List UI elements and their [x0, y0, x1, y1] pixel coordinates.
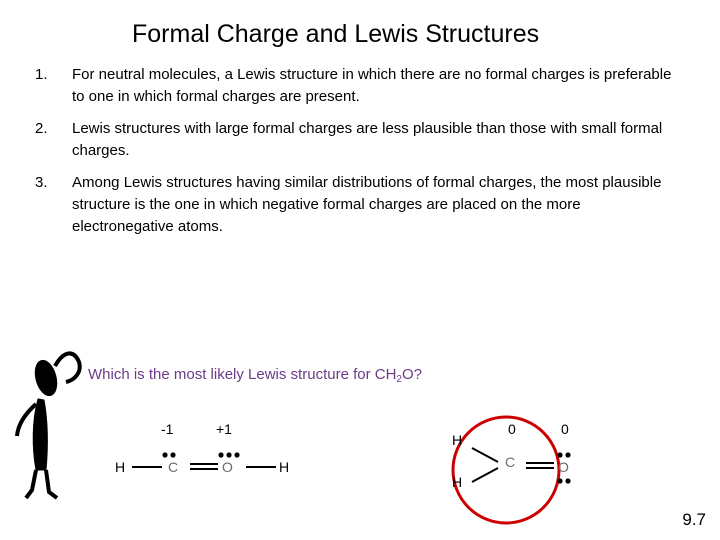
rule-text: Lewis structures with large formal charges are less plausible than those with small formal charges.	[72, 120, 663, 159]
rule-number: 3.	[35, 174, 48, 191]
atom-o-a: O	[222, 459, 233, 475]
question-text: Which is the most likely Lewis structure for $CH_2O$?	[88, 366, 422, 385]
rule-text: Among Lewis structures having similar distributions of formal charges, the most plausible structure is the one in which negative formal charges are placed on the more electronegative atoms.	[72, 174, 662, 235]
page-number: 9.7	[682, 510, 706, 529]
atom-h-bottom-b: H	[452, 474, 463, 490]
lone-pair-dots-icon	[162, 452, 239, 457]
slide-title: Formal Charge and Lewis Structures	[132, 20, 540, 48]
atom-o-b: O	[558, 459, 569, 475]
formal-charge-o-a: +1	[216, 421, 232, 437]
atom-h-left-a: H	[115, 459, 126, 475]
atom-h-top-b: H	[452, 432, 463, 448]
atom-c-a: C	[168, 459, 179, 475]
rule-number: 1.	[35, 66, 48, 83]
formal-charge-o-b: 0	[561, 421, 569, 437]
rule-text: For neutral molecules, a Lewis structure in which there are no formal charges is preferable to one in which formal charges are present.	[72, 66, 672, 105]
formal-charge-c-b: 0	[508, 421, 516, 437]
atom-c-b: C	[505, 454, 516, 470]
rule-number: 2.	[35, 120, 48, 137]
thinking-figure-icon	[17, 353, 80, 498]
highlight-ring	[453, 417, 559, 523]
formal-charge-c-a: -1	[161, 421, 174, 437]
atom-h-right-a: H	[279, 459, 290, 475]
